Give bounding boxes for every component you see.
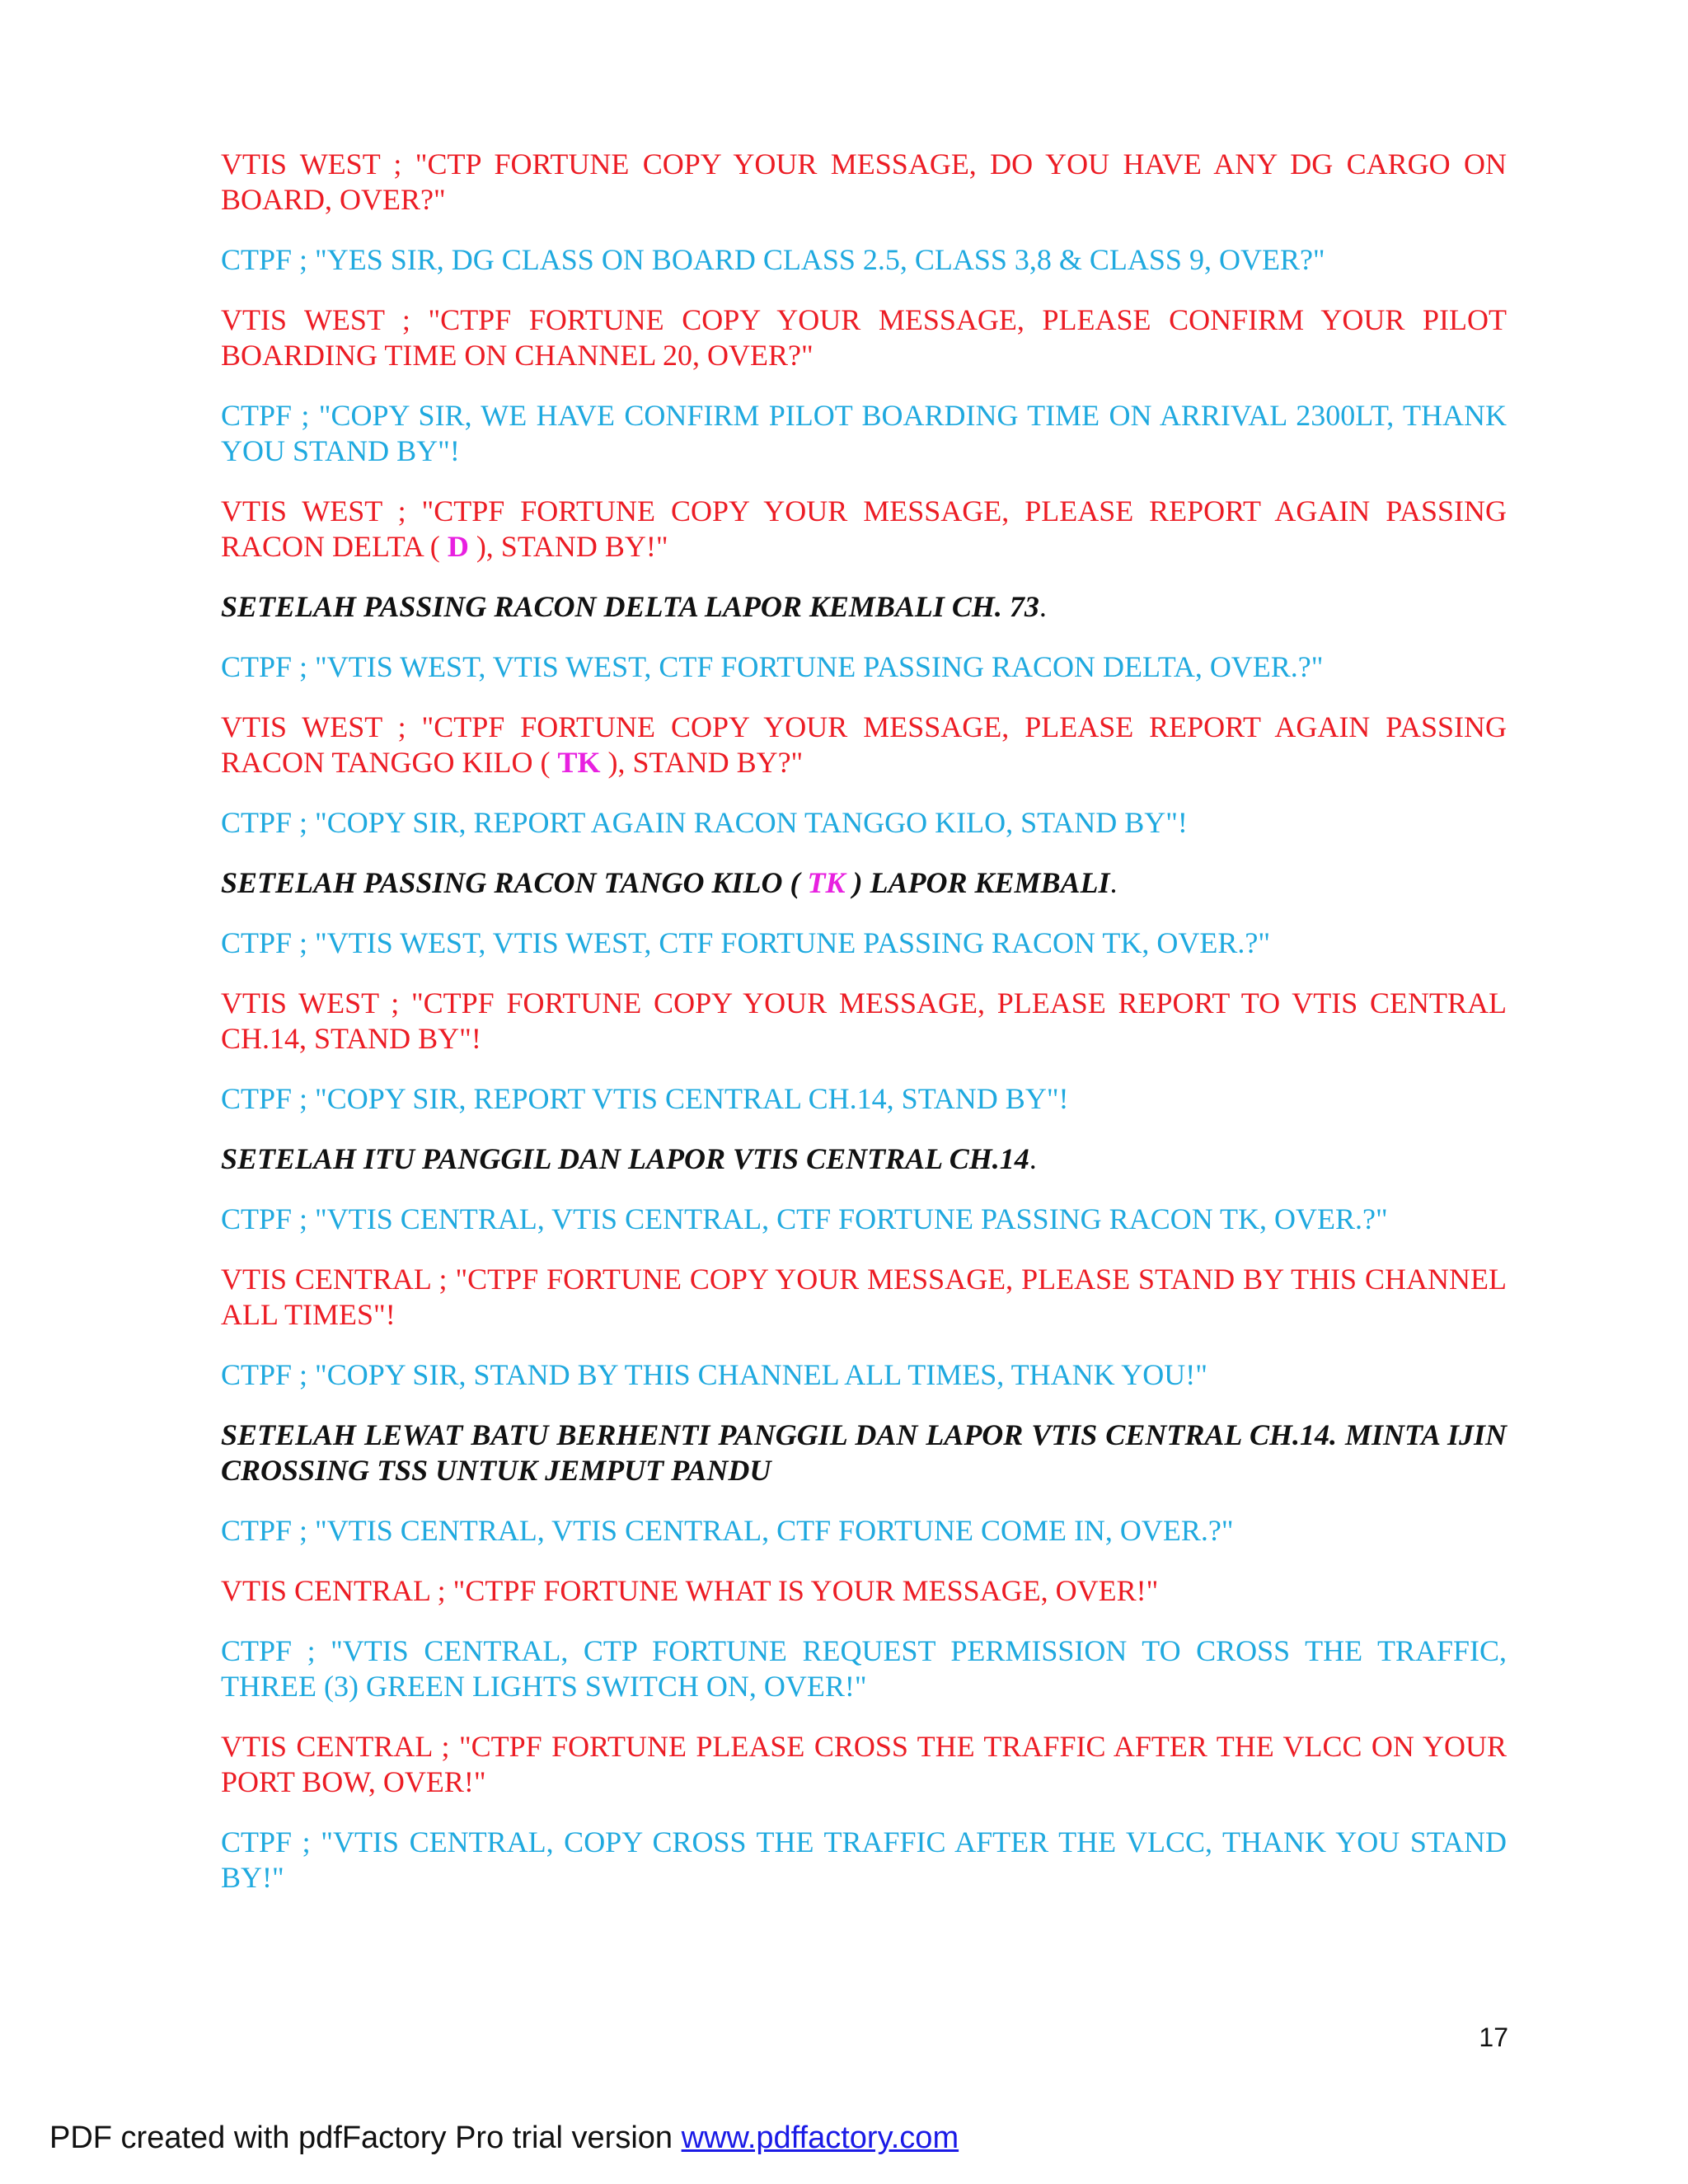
vtis-message: VTIS WEST ; "CTP FORTUNE COPY YOUR MESSAGE, DO YOU HAVE ANY DG CARGO ON BOARD, OVER?" bbox=[221, 148, 1507, 216]
ctpf-message: CTPF ; "VTIS CENTRAL, COPY CROSS THE TRAFFIC AFTER THE VLCC, THANK YOU STAND BY!" bbox=[221, 1825, 1507, 1894]
ctpf-message: CTPF ; "COPY SIR, REPORT AGAIN RACON TANGGO KILO, STAND BY"! bbox=[221, 806, 1188, 839]
ctpf-message: CTPF ; "VTIS CENTRAL, VTIS CENTRAL, CTF FORTUNE COME IN, OVER.?" bbox=[221, 1514, 1234, 1547]
note-text: SETELAH PASSING RACON DELTA LAPOR KEMBALI CH. 73 bbox=[221, 590, 1039, 623]
pdf-footer bbox=[49, 2118, 959, 2158]
vtis-message: VTIS WEST ; "CTPF FORTUNE COPY YOUR MESSAGE, PLEASE REPORT TO VTIS CENTRAL CH.14, STAND BY"! bbox=[221, 987, 1507, 1055]
note-text: SETELAH PASSING RACON TANGO KILO ( bbox=[221, 866, 808, 899]
ctpf-message: CTPF ; "VTIS CENTRAL, CTP FORTUNE REQUEST PERMISSION TO CROSS THE TRAFFIC, THREE (3) GREEN LIGHTS SWITCH ON, OVER!" bbox=[221, 1634, 1507, 1703]
message-text: ), STAND BY!" bbox=[468, 530, 668, 563]
vtis-message: VTIS WEST ; "CTPF FORTUNE COPY YOUR MESSAGE, PLEASE CONFIRM YOUR PILOT BOARDING TIME ON CHANNEL 20, OVER?" bbox=[221, 303, 1507, 372]
page-number: 17 bbox=[1479, 2022, 1508, 2052]
note-text: ) LAPOR KEMBALI bbox=[845, 866, 1110, 899]
footer-text: PDF created with pdfFactory Pro trial version bbox=[49, 2121, 682, 2155]
vtis-message bbox=[221, 710, 1507, 780]
racon-code-highlight: TK bbox=[807, 866, 846, 899]
racon-code-highlight: D bbox=[447, 530, 469, 563]
vtis-message: VTIS CENTRAL ; "CTPF FORTUNE WHAT IS YOUR MESSAGE, OVER!" bbox=[221, 1574, 1159, 1607]
note-text: SETELAH ITU PANGGIL DAN LAPOR VTIS CENTRAL CH.14 bbox=[221, 1142, 1029, 1175]
message-text: ), STAND BY?" bbox=[600, 746, 804, 779]
instruction-note: SETELAH PASSING RACON DELTA LAPOR KEMBALI CH. 73. bbox=[221, 590, 1047, 623]
ctpf-message: CTPF ; "VTIS WEST, VTIS WEST, CTF FORTUNE PASSING RACON DELTA, OVER.?" bbox=[221, 650, 1324, 683]
message-text: VTIS WEST ; "CTPF FORTUNE COPY YOUR MESSAGE, PLEASE REPORT AGAIN PASSING RACON TANGGO KILO ( bbox=[221, 710, 1507, 779]
ctpf-message: CTPF ; "YES SIR, DG CLASS ON BOARD CLASS 2.5, CLASS 3,8 & CLASS 9, OVER?" bbox=[221, 243, 1325, 276]
vtis-message: VTIS CENTRAL ; "CTPF FORTUNE COPY YOUR MESSAGE, PLEASE STAND BY THIS CHANNEL ALL TIMES"! bbox=[221, 1263, 1507, 1331]
vtis-message bbox=[221, 494, 1507, 565]
ctpf-message: CTPF ; "COPY SIR, REPORT VTIS CENTRAL CH.14, STAND BY"! bbox=[221, 1082, 1069, 1115]
vtis-message: VTIS CENTRAL ; "CTPF FORTUNE PLEASE CROSS THE TRAFFIC AFTER THE VLCC ON YOUR PORT BOW, OVER!" bbox=[221, 1730, 1507, 1798]
ctpf-message: CTPF ; "COPY SIR, WE HAVE CONFIRM PILOT BOARDING TIME ON ARRIVAL 2300LT, THANK YOU STAND BY"! bbox=[221, 399, 1507, 467]
ctpf-message: CTPF ; "VTIS CENTRAL, VTIS CENTRAL, CTF FORTUNE PASSING RACON TK, OVER.?" bbox=[221, 1202, 1388, 1235]
message-text: VTIS WEST ; "CTPF FORTUNE COPY YOUR MESSAGE, PLEASE REPORT AGAIN PASSING RACON DELTA ( bbox=[221, 494, 1507, 563]
pdffactory-link[interactable]: www.pdffactory.com bbox=[681, 2121, 959, 2155]
ctpf-message: CTPF ; "VTIS WEST, VTIS WEST, CTF FORTUNE PASSING RACON TK, OVER.?" bbox=[221, 926, 1271, 959]
page-content bbox=[221, 147, 1507, 1920]
instruction-note: SETELAH LEWAT BATU BERHENTI PANGGIL DAN LAPOR VTIS CENTRAL CH.14. MINTA IJIN CROSSING TSS UNTUK JEMPUT PANDU bbox=[221, 1418, 1507, 1487]
racon-code-highlight: TK bbox=[557, 746, 601, 779]
instruction-note: SETELAH PASSING RACON TANGO KILO ( TK ) LAPOR KEMBALI. bbox=[221, 866, 1118, 899]
ctpf-message: CTPF ; "COPY SIR, STAND BY THIS CHANNEL ALL TIMES, THANK YOU!" bbox=[221, 1358, 1207, 1391]
instruction-note: SETELAH ITU PANGGIL DAN LAPOR VTIS CENTRAL CH.14. bbox=[221, 1142, 1037, 1175]
